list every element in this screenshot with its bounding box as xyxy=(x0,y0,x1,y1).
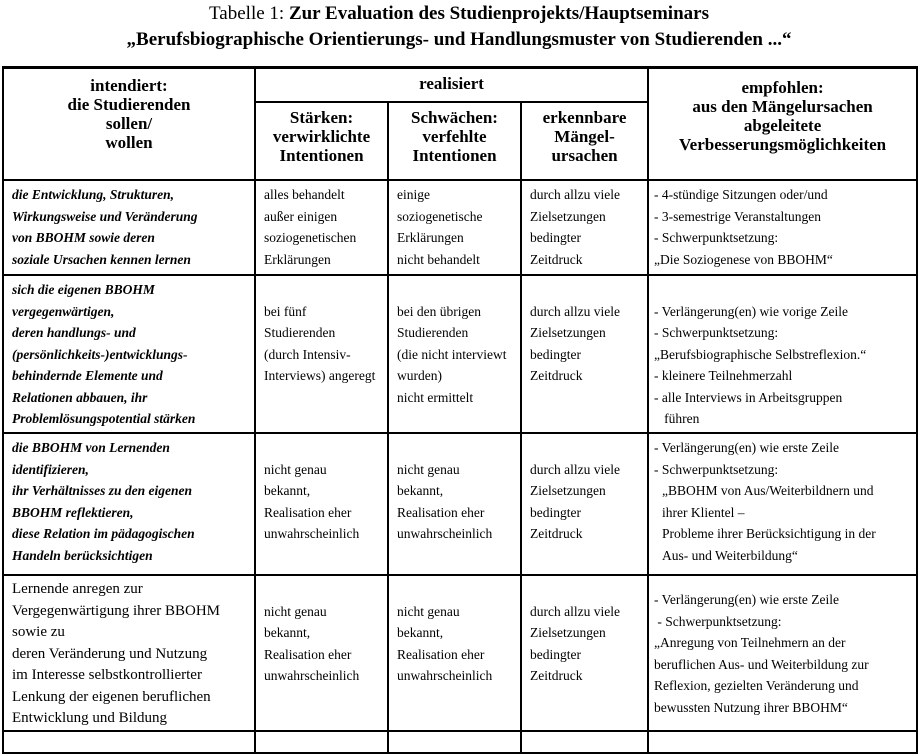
cell-line: Zielsetzungen xyxy=(530,625,606,640)
cell-line: diese Relation im pädagogischen xyxy=(12,526,195,541)
cell-causes xyxy=(521,575,648,731)
cell-line: bewussten Nutzung ihrer BBOHM“ xyxy=(654,699,848,715)
cell-line: durch allzu viele xyxy=(530,603,620,619)
header-intended-line: intendiert: xyxy=(90,76,168,95)
cell-line: bei den übrigen xyxy=(397,303,481,319)
cell-line: unwahrscheinlich xyxy=(264,668,360,683)
caption-prefix: Tabelle 1: xyxy=(209,3,289,24)
cell-line: - alle Interviews in Arbeitsgruppen xyxy=(654,389,843,405)
cell-spacer xyxy=(264,279,385,301)
cell-line: Realisation eher xyxy=(397,504,485,520)
header-causes xyxy=(521,102,648,180)
cell-line: - kleinere Teilnehmerzahl xyxy=(654,368,793,383)
header-row-1 xyxy=(3,68,917,103)
cell-empty xyxy=(3,731,255,753)
cell-line: - 4-stündige Sitzungen oder/und xyxy=(654,187,828,202)
cell-intended xyxy=(3,275,255,433)
cell-causes xyxy=(521,180,648,275)
cell-line: - 3-semestrige Veranstaltungen xyxy=(654,208,821,224)
cell-line: unwahrscheinlich xyxy=(397,526,493,541)
cell-intended xyxy=(3,180,255,275)
cell-strengths xyxy=(255,275,388,433)
cell-line: bedingter xyxy=(530,230,581,245)
cell-recommended xyxy=(648,275,917,433)
cell-line: sich die eigenen BBOHM xyxy=(12,282,155,297)
cell-line: Realisation eher xyxy=(264,646,352,662)
cell-line: Entwicklung und Bildung xyxy=(12,710,167,726)
cell-weaknesses xyxy=(388,575,521,731)
cell-line: - Verlängerung(en) wie erste Zeile xyxy=(654,440,839,455)
cell-line: bei fünf xyxy=(264,303,307,319)
header-strengths-line: verwirklichte xyxy=(272,127,371,147)
cell-line: (die nicht interviewt xyxy=(397,346,507,362)
cell-line: Zielsetzungen xyxy=(530,208,606,224)
header-causes-line: ursachen xyxy=(551,146,618,166)
cell-line: Wirkungsweise und Veränderung xyxy=(12,208,198,224)
cell-line: alles behandelt xyxy=(264,187,345,202)
cell-line: unwahrscheinlich xyxy=(264,526,360,541)
cell-spacer xyxy=(530,279,645,301)
cell-recommended xyxy=(648,575,917,731)
cell-line: „Anregung von Teilnehmern an der xyxy=(654,635,846,650)
header-intended-line: sollen/ xyxy=(105,114,153,133)
cell-line: „Berufsbiographische Selbstreflexion.“ xyxy=(654,346,867,362)
cell-line: bekannt, xyxy=(264,625,311,640)
cell-spacer xyxy=(397,279,518,301)
header-recommended-line: aus den Mängelursachen xyxy=(692,97,873,116)
cell-line: bedingter xyxy=(530,346,581,362)
header-weaknesses-line: verfehlte xyxy=(422,127,487,147)
cell-line: im Interesse selbstkontrollierter xyxy=(12,667,202,683)
cell-strengths xyxy=(255,180,388,275)
cell-line: Studierenden xyxy=(397,325,469,340)
cell-line: Erklärungen xyxy=(397,230,464,245)
cell-line: nicht genau xyxy=(264,603,327,619)
header-weaknesses-line: Intentionen xyxy=(412,146,497,166)
cell-line: soziogenetischen xyxy=(264,230,357,245)
cell-line: - Schwerpunktsetzung: xyxy=(654,613,782,629)
evaluation-table xyxy=(2,66,918,754)
cell-spacer xyxy=(530,579,645,601)
header-strengths-line: Stärken: xyxy=(289,108,354,128)
cell-line: BBOHM reflektieren, xyxy=(12,504,134,520)
cell-causes xyxy=(521,433,648,575)
cell-line: bedingter xyxy=(530,646,581,662)
header-causes-line: erkennbare xyxy=(542,108,627,128)
caption-title: Zur Evaluation des Studienprojekts/Hauptseminars xyxy=(288,3,709,24)
cell-line: Aus- und Weiterbildung“ xyxy=(662,547,798,563)
cell-line: „BBOHM von Aus/Weiterbildnern und xyxy=(662,483,874,498)
cell-line: Relationen abbauen, ihr xyxy=(12,389,148,405)
cell-spacer xyxy=(530,437,645,459)
cell-line: nicht behandelt xyxy=(397,251,480,267)
cell-weaknesses xyxy=(388,275,521,433)
cell-line: Lernende anregen zur xyxy=(12,581,143,597)
cell-line: - Verlängerung(en) wie vorige Zeile xyxy=(654,303,848,319)
cell-line: Zielsetzungen xyxy=(530,325,606,340)
cell-line: nicht genau xyxy=(264,461,327,477)
cell-line: durch allzu viele xyxy=(530,187,620,202)
header-weaknesses-line: Schwächen: xyxy=(411,108,498,128)
cell-line: soziale Ursachen kennen lernen xyxy=(12,251,191,267)
cell-empty xyxy=(521,731,648,753)
cell-line: - Schwerpunktsetzung: xyxy=(654,461,779,477)
cell-line: (persönlichkeits-)entwicklungs- xyxy=(12,346,188,362)
cell-line: die BBOHM von Lernenden xyxy=(12,440,170,455)
cell-line: Zeitdruck xyxy=(530,251,583,267)
cell-line: wurden) xyxy=(397,368,442,383)
cell-line: Interviews) angeregt xyxy=(264,368,376,383)
cell-spacer xyxy=(397,579,518,601)
header-recommended xyxy=(648,68,917,181)
cell-line: Reflexion, gezielten Veränderung und xyxy=(654,678,859,693)
header-intended xyxy=(3,68,255,181)
cell-line: bekannt, xyxy=(264,483,311,498)
cell-line: einige xyxy=(397,187,430,202)
cell-line: Realisation eher xyxy=(264,504,352,520)
cell-line: - Schwerpunktsetzung: xyxy=(654,325,779,340)
cell-line: durch allzu viele xyxy=(530,461,620,477)
cell-line: durch allzu viele xyxy=(530,303,620,319)
cell-line: (durch Intensiv- xyxy=(264,346,351,362)
cell-line: Zeitdruck xyxy=(530,368,583,383)
cell-line: bekannt, xyxy=(397,625,444,640)
cell-spacer xyxy=(654,579,914,589)
cell-line: soziogenetische xyxy=(397,208,483,224)
header-recommended-line: abgeleitete xyxy=(743,116,822,135)
cell-weaknesses xyxy=(388,433,521,575)
cell-line: nicht genau xyxy=(397,461,460,477)
cell-line: behindernde Elemente und xyxy=(12,368,163,383)
cell-strengths xyxy=(255,575,388,731)
cell-line: vergegenwärtigen, xyxy=(12,303,115,319)
header-intended-line: wollen xyxy=(105,133,153,152)
cell-line: die Entwicklung, Strukturen, xyxy=(12,187,175,202)
cell-line: Probleme ihrer Berücksichtigung in der xyxy=(662,526,876,541)
cell-line: außer einigen xyxy=(264,208,338,224)
header-strengths-line: Intentionen xyxy=(279,146,364,166)
caption-line-1 xyxy=(0,3,918,25)
cell-empty xyxy=(255,731,388,753)
cell-line: nicht ermittelt xyxy=(397,389,474,405)
cell-causes xyxy=(521,275,648,433)
header-recommended-line: Verbesserungsmöglichkeiten xyxy=(678,135,887,154)
header-intended-line: die Studierenden xyxy=(67,95,191,114)
cell-line: Zielsetzungen xyxy=(530,483,606,498)
header-causes-line: Mängel- xyxy=(554,127,615,147)
cell-line: Zeitdruck xyxy=(530,668,583,683)
cell-line: sowie zu xyxy=(12,624,65,640)
cell-line: identifizieren, xyxy=(12,461,89,477)
table-row-cut-off xyxy=(3,731,917,753)
cell-line: Studierenden xyxy=(264,325,336,340)
table-row xyxy=(3,433,917,575)
cell-line: bekannt, xyxy=(397,483,444,498)
table-row xyxy=(3,575,917,731)
cell-line: „Die Soziogenese von BBOHM“ xyxy=(654,251,833,267)
cell-line: beruflichen Aus- und Weiterbildung zur xyxy=(654,656,869,672)
cell-intended xyxy=(3,575,255,731)
cell-spacer xyxy=(397,437,518,459)
cell-strengths xyxy=(255,433,388,575)
cell-line: Erklärungen xyxy=(264,251,331,267)
cell-line: Vergegenwärtigung ihrer BBOHM xyxy=(12,602,221,619)
caption-line-2: „Berufsbiographische Orientierungs- und Handlungsmuster von Studierenden ...“ xyxy=(126,29,792,50)
cell-intended xyxy=(3,433,255,575)
header-weaknesses xyxy=(388,102,521,180)
table-row xyxy=(3,180,917,275)
cell-empty xyxy=(388,731,521,753)
cell-spacer xyxy=(654,279,914,301)
cell-line: unwahrscheinlich xyxy=(397,668,493,683)
header-realized: realisiert xyxy=(255,68,648,103)
cell-line: von BBOHM sowie deren xyxy=(12,230,155,245)
cell-line: deren Veränderung und Nutzung xyxy=(12,645,208,662)
cell-line: Realisation eher xyxy=(397,646,485,662)
cell-line: - Schwerpunktsetzung: xyxy=(654,230,779,245)
cell-weaknesses xyxy=(388,180,521,275)
cell-line: Zeitdruck xyxy=(530,526,583,541)
cell-line: ihr Verhältnisses zu den eigenen xyxy=(12,483,193,498)
header-recommended-line: empfohlen: xyxy=(741,78,824,97)
cell-line: Problemlösungspotential stärken xyxy=(12,411,196,426)
cell-line: Handeln berücksichtigen xyxy=(12,547,153,563)
cell-recommended xyxy=(648,433,917,575)
cell-spacer xyxy=(264,579,385,601)
table-row xyxy=(3,275,917,433)
cell-recommended xyxy=(648,180,917,275)
cell-line: nicht genau xyxy=(397,603,460,619)
cell-line: bedingter xyxy=(530,504,581,520)
header-strengths xyxy=(255,102,388,180)
cell-spacer xyxy=(264,437,385,459)
cell-empty xyxy=(648,731,917,753)
cell-line: - Verlängerung(en) wie erste Zeile xyxy=(654,592,839,607)
cell-line: führen xyxy=(654,411,700,426)
cell-line: ihrer Klientel – xyxy=(662,504,745,520)
cell-line: deren handlungs- und xyxy=(12,325,136,340)
cell-line: Lenkung der eigenen beruflichen xyxy=(12,688,211,705)
